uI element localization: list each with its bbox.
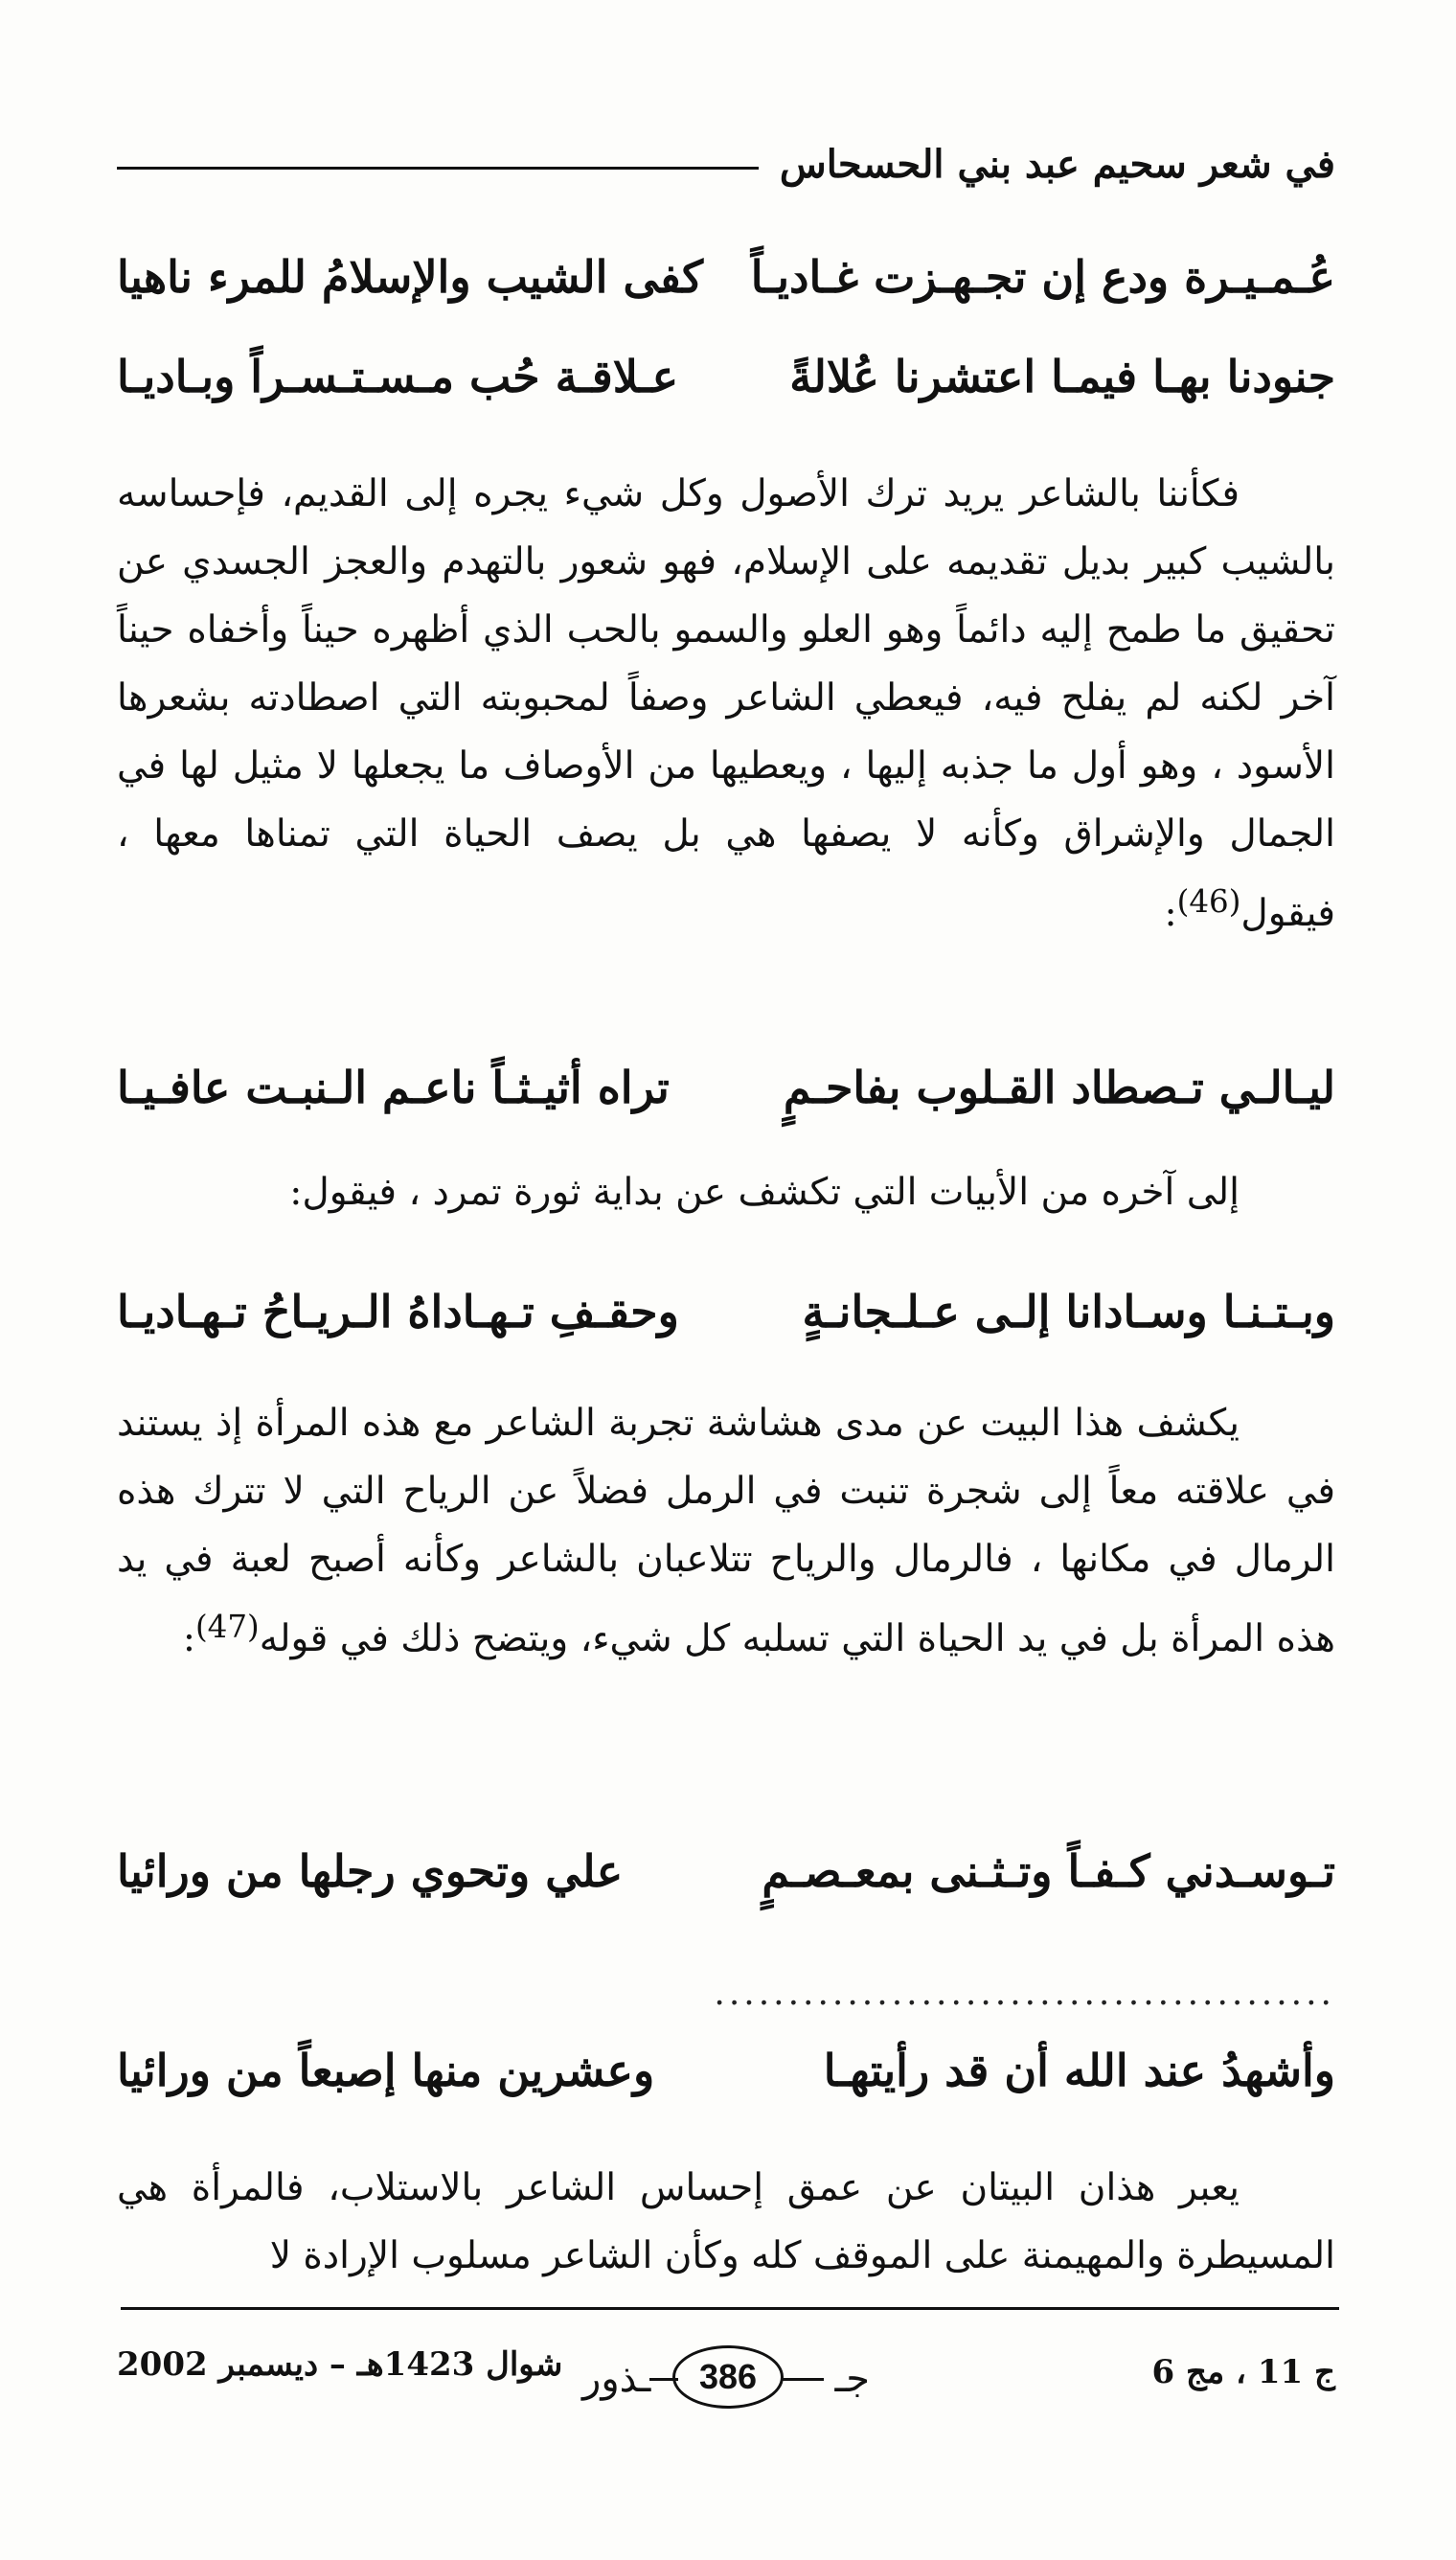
paragraph xyxy=(117,2154,1335,2290)
page-footer xyxy=(117,2340,1335,2416)
paragraph xyxy=(117,1389,1335,1673)
journal-mark xyxy=(582,2340,870,2409)
footer-rule xyxy=(121,2307,1339,2310)
second-hemistich: عـلاقـة حُب مـسـتـسـراً وبـاديـا xyxy=(117,351,679,402)
paragraph-text: يعبر هذان البيتان عن عمق إحساس الشاعر بالاستلاب، فالمرأة هي المسيطرة والمهيمنة على الموقف كله وكأن الشاعر مسلوب الإرادة لا xyxy=(117,2166,1335,2277)
running-header-title: في شعر سحيم عبد بني الحسحاس xyxy=(779,142,1335,187)
second-hemistich: علي وتحوي رجلها من ورائيا xyxy=(117,1845,624,1897)
footnote-reference: (47) xyxy=(194,1609,260,1645)
paragraph-punct: : xyxy=(182,1617,195,1660)
verse-line xyxy=(117,2045,1335,2114)
verse-line xyxy=(117,1062,1335,1131)
second-hemistich: كفى الشيب والإسلامُ للمرء ناهيا xyxy=(117,251,703,303)
first-hemistich: تـوسـدني كـفـاً وتـثـنى بمعـصـمٍ xyxy=(762,1845,1335,1897)
ellipsis-separator: .......................................... xyxy=(714,1974,1335,2013)
verse-line xyxy=(117,1845,1335,1914)
first-hemistich: ليـالـي تـصطاد القـلوب بفاحـمٍ xyxy=(783,1062,1335,1113)
paragraph xyxy=(117,460,1335,948)
running-header xyxy=(117,142,1335,187)
first-hemistich: جنودنا بهـا فيمـا اعتشرنا عُلالةً xyxy=(789,351,1335,402)
issue-date: شوال 1423هـ – ديسمبر 2002 xyxy=(117,2345,563,2384)
verse-line xyxy=(117,251,1335,320)
first-hemistich: وبـتـنـا وسـادانا إلـى عـلـجانـةٍ xyxy=(802,1286,1335,1337)
verse-line xyxy=(117,1286,1335,1355)
paragraph xyxy=(289,1171,1240,1214)
second-hemistich: وحقـفِ تـهـاداهُ الـريـاحُ تـهـاديـا xyxy=(117,1286,679,1337)
footnote-reference: (46) xyxy=(1176,883,1241,920)
first-hemistich: وأشهدُ عند الله أن قد رأيتهـا xyxy=(823,2045,1335,2096)
page-number: 386 xyxy=(672,2345,784,2409)
journal-line xyxy=(649,2378,678,2381)
journal-name-end: ـذور xyxy=(582,2357,651,2401)
paragraph-text: فكأننا بالشاعر يريد ترك الأصول وكل شيء يجره إلى القديم، فإحساسه بالشيب كبير بديل تقديمه على الإسلام، فهو شعور بالتهدم والعجز الجسدي عن تحقيق ما طمح إليه دائماً وهو العلو والسمو بالحب الذي أظهره حيناً وأخفاه حيناً آخر لكنه لم يفلح فيه، فيعطي الشاعر وصفاً لمحبوبته التي اصطادته بشعرها الأسود ، وهو أول ما جذبه إليها ، ويعطيها من الأوصاف ما يجعلها لا مثيل لها في الجمال والإشراق وكأنه لا يصفها هي بل يصف الحياة التي تمناها معها ، فيقول xyxy=(117,472,1335,935)
paragraph-text: يكشف هذا البيت عن مدى هشاشة تجربة الشاعر مع هذه المرأة إذ يستند في علاقته معاً إلى شجرة تنبت في الرمل فضلاً عن الرياح التي لا تترك هذه الرمال في مكانها ، فالرمال والرياح تتلاعبان بالشاعر وكأنه أصبح لعبة في يد هذه المرأة بل في يد الحياة التي تسلبه كل شيء، ويتضح ذلك في قوله xyxy=(117,1402,1335,1660)
header-rule xyxy=(117,167,759,170)
journal-name-start: جـ xyxy=(834,2357,870,2401)
paragraph-punct: : xyxy=(1164,892,1177,935)
second-hemistich: تراه أثيـثـاً ناعـم الـنبـت عافـيـا xyxy=(117,1062,670,1113)
verse-line xyxy=(117,351,1335,420)
volume-label: ج 11 ، مج 6 xyxy=(1151,2353,1335,2391)
first-hemistich: عُـمـيـرة ودع إن تجـهـزت غـاديـاً xyxy=(750,251,1335,303)
second-hemistich: وعشرين منها إصبعاً من ورائيا xyxy=(117,2045,655,2096)
paragraph-text: إلى آخره من الأبيات التي تكشف عن بداية ثورة تمرد ، فيقول: xyxy=(289,1171,1240,1214)
